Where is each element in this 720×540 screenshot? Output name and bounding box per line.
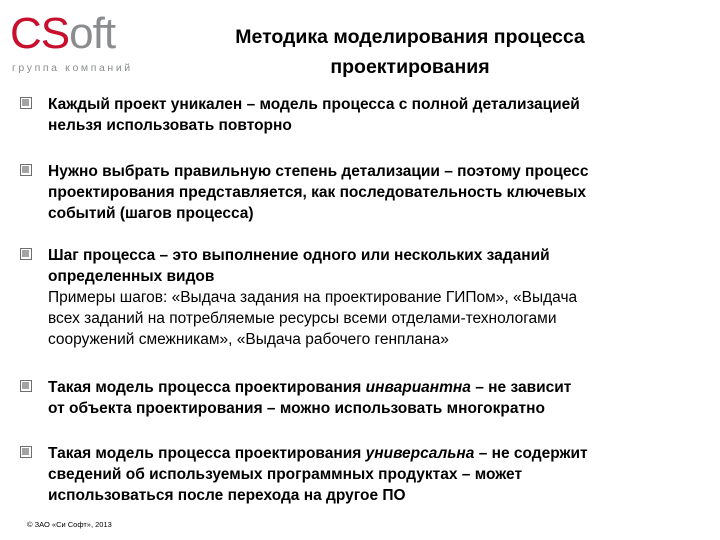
bullet-line: использоваться после перехода на другое ПО bbox=[48, 487, 406, 504]
bullet-text bbox=[48, 245, 698, 350]
logo-oft: oft bbox=[69, 9, 116, 58]
bullet-line: проектирования представляется, как последовательность ключевых bbox=[48, 184, 587, 201]
bullet-text bbox=[48, 443, 698, 506]
bullet-line bbox=[48, 377, 698, 398]
slide-title-line2: проектирования bbox=[330, 56, 490, 78]
example-line: сооружений смежникам», «Выдача рабочего генплана» bbox=[48, 331, 449, 348]
bullet-line: Нужно выбрать правильную степень детализации – поэтому процесс bbox=[48, 163, 589, 180]
bullet-line: определенных видов bbox=[48, 268, 215, 285]
emphasis-word: универсальна bbox=[365, 445, 475, 462]
slide-title bbox=[190, 22, 630, 82]
emphasis-word: инвариантна bbox=[365, 379, 471, 396]
copyright-footer: © ЗАО «Си Софт», 2013 bbox=[27, 520, 112, 529]
text-part: Такая модель процесса проектирования bbox=[48, 379, 366, 396]
logo-subtitle: группа компаний bbox=[12, 62, 133, 74]
text-part: Такая модель процесса проектирования bbox=[48, 445, 366, 462]
csoft-logo bbox=[10, 9, 133, 82]
bullet-line: сведений об используемых программных продуктах – может bbox=[48, 466, 523, 483]
bullet-line: Каждый проект уникален – модель процесса с полной детализацией bbox=[48, 96, 580, 113]
bullet-text bbox=[48, 94, 698, 136]
logo-wordmark bbox=[10, 9, 116, 58]
bullet-line: от объекта проектирования – можно использовать многократно bbox=[48, 400, 545, 417]
bullet-text bbox=[48, 377, 698, 419]
checkbox-bullet-icon bbox=[20, 248, 32, 260]
bullet-line bbox=[48, 443, 698, 464]
checkbox-bullet-icon bbox=[20, 380, 32, 392]
bullet-line: Шаг процесса – это выполнение одного или нескольких заданий bbox=[48, 247, 550, 264]
bullet-line: нельзя использовать повторно bbox=[48, 117, 292, 134]
logo-cs: CS bbox=[10, 9, 70, 58]
checkbox-bullet-icon bbox=[20, 446, 32, 458]
bullet-line: событий (шагов процесса) bbox=[48, 205, 254, 222]
example-line: Примеры шагов: «Выдача задания на проектирование ГИПом», «Выдача bbox=[48, 289, 578, 306]
text-part: – не содержит bbox=[474, 445, 588, 462]
example-line: всех заданий на потребляемые ресурсы всеми отделами-технологами bbox=[48, 310, 557, 327]
checkbox-bullet-icon bbox=[20, 97, 32, 109]
bullet-text bbox=[48, 161, 698, 224]
text-part: – не зависит bbox=[470, 379, 572, 396]
checkbox-bullet-icon bbox=[20, 164, 32, 176]
slide-title-line1: Методика моделирования процесса bbox=[235, 26, 585, 48]
